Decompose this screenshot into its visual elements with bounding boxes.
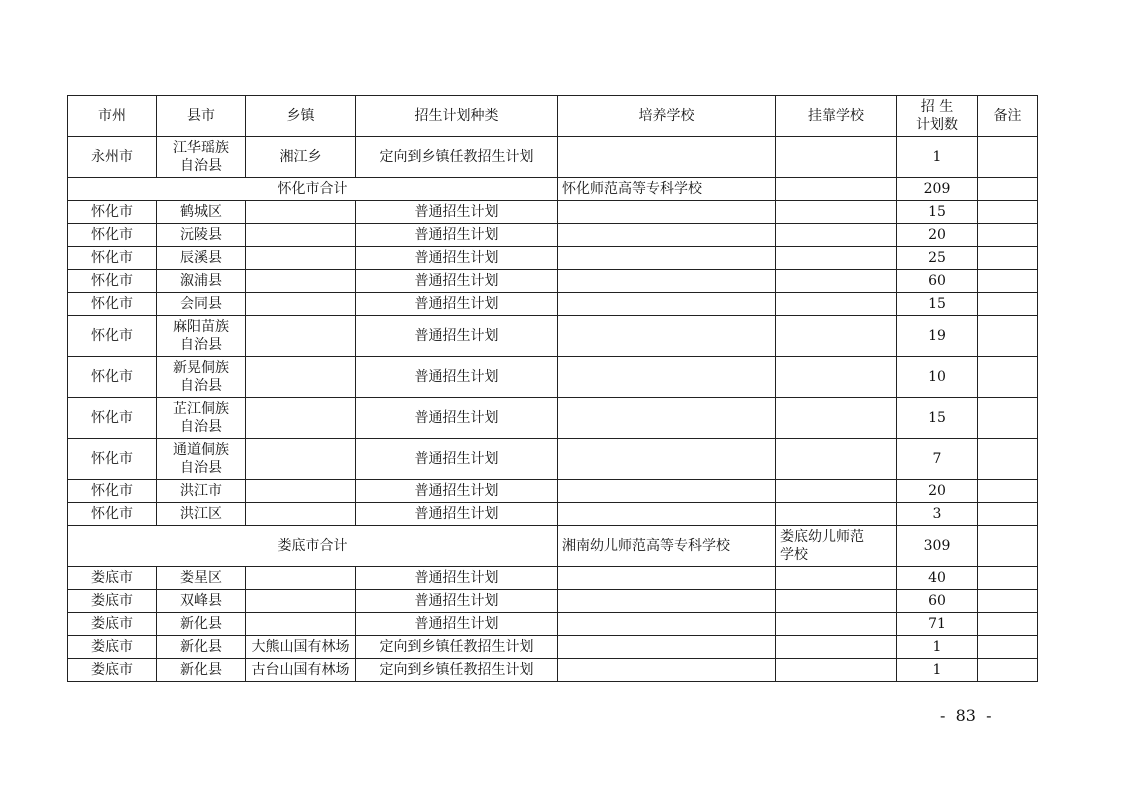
cell-plan-count: 15 (897, 398, 978, 439)
cell-affiliated-school (776, 613, 897, 636)
cell-affiliated-school (776, 398, 897, 439)
cell-note (978, 247, 1038, 270)
cell-plan-count: 40 (897, 567, 978, 590)
cell-affiliated-school (776, 503, 897, 526)
table-row (68, 503, 1038, 526)
subtotal-row (68, 526, 1038, 567)
cell-county: 娄星区 (157, 567, 246, 590)
cell-county: 会同县 (157, 293, 246, 316)
cell-plan-type: 普通招生计划 (356, 201, 558, 224)
cell-affiliated-school (776, 480, 897, 503)
cell-affiliated-school (776, 357, 897, 398)
cell-city: 永州市 (68, 137, 157, 178)
cell-town: 古台山国有林场 (246, 659, 356, 682)
cell-plan-type: 普通招生计划 (356, 247, 558, 270)
cell-plan-type: 普通招生计划 (356, 224, 558, 247)
cell-note (978, 480, 1038, 503)
cell-affiliated-school (776, 178, 897, 201)
cell-town (246, 316, 356, 357)
cell-town (246, 357, 356, 398)
cell-city: 怀化市 (68, 270, 157, 293)
cell-county: 新晃侗族 自治县 (157, 357, 246, 398)
cell-town (246, 270, 356, 293)
cell-plan-count: 25 (897, 247, 978, 270)
table-row (68, 270, 1038, 293)
cell-plan-type: 定向到乡镇任教招生计划 (356, 636, 558, 659)
cell-county: 洪江区 (157, 503, 246, 526)
table-row (68, 137, 1038, 178)
cell-county: 新化县 (157, 659, 246, 682)
cell-town (246, 613, 356, 636)
table-row (68, 357, 1038, 398)
cell-city: 怀化市 (68, 293, 157, 316)
cell-affiliated-school (776, 590, 897, 613)
cell-training-school (558, 224, 776, 247)
header-town: 乡镇 (246, 96, 356, 137)
table-row (68, 659, 1038, 682)
cell-training-school (558, 480, 776, 503)
cell-town (246, 398, 356, 439)
cell-note (978, 270, 1038, 293)
cell-note (978, 224, 1038, 247)
cell-city: 怀化市 (68, 316, 157, 357)
cell-training-school (558, 357, 776, 398)
cell-note (978, 636, 1038, 659)
cell-city: 怀化市 (68, 224, 157, 247)
cell-plan-type: 普通招生计划 (356, 398, 558, 439)
cell-plan-type: 普通招生计划 (356, 503, 558, 526)
cell-plan-count: 1 (897, 636, 978, 659)
cell-plan-count: 19 (897, 316, 978, 357)
cell-affiliated-school (776, 636, 897, 659)
cell-plan-type: 普通招生计划 (356, 567, 558, 590)
cell-city: 娄底市 (68, 636, 157, 659)
cell-plan-count: 15 (897, 201, 978, 224)
cell-training-school (558, 613, 776, 636)
cell-city: 娄底市 (68, 613, 157, 636)
cell-affiliated-school (776, 567, 897, 590)
cell-note (978, 590, 1038, 613)
cell-note (978, 316, 1038, 357)
cell-county: 通道侗族 自治县 (157, 439, 246, 480)
cell-plan-count: 1 (897, 659, 978, 682)
subtotal-row (68, 178, 1038, 201)
cell-town (246, 224, 356, 247)
header-affiliated-school: 挂靠学校 (776, 96, 897, 137)
cell-town (246, 293, 356, 316)
cell-note (978, 567, 1038, 590)
cell-plan-type: 普通招生计划 (356, 293, 558, 316)
cell-county: 新化县 (157, 636, 246, 659)
table-row (68, 439, 1038, 480)
cell-affiliated-school (776, 439, 897, 480)
cell-plan-count: 20 (897, 480, 978, 503)
cell-plan-count: 60 (897, 590, 978, 613)
cell-plan-type: 普通招生计划 (356, 480, 558, 503)
table-body (68, 137, 1038, 682)
cell-plan-type: 定向到乡镇任教招生计划 (356, 137, 558, 178)
cell-plan-count: 7 (897, 439, 978, 480)
cell-county: 溆浦县 (157, 270, 246, 293)
table-row (68, 480, 1038, 503)
cell-county: 沅陵县 (157, 224, 246, 247)
table-row (68, 636, 1038, 659)
cell-plan-count: 15 (897, 293, 978, 316)
cell-city: 娄底市 (68, 590, 157, 613)
cell-training-school (558, 503, 776, 526)
cell-note (978, 526, 1038, 567)
cell-city: 怀化市 (68, 247, 157, 270)
cell-plan-type: 普通招生计划 (356, 316, 558, 357)
cell-training-school (558, 439, 776, 480)
cell-plan-count: 20 (897, 224, 978, 247)
cell-training-school (558, 636, 776, 659)
cell-county: 江华瑶族 自治县 (157, 137, 246, 178)
cell-county: 辰溪县 (157, 247, 246, 270)
table-row (68, 567, 1038, 590)
cell-town: 大熊山国有林场 (246, 636, 356, 659)
cell-affiliated-school (776, 201, 897, 224)
cell-county: 双峰县 (157, 590, 246, 613)
cell-plan-type: 定向到乡镇任教招生计划 (356, 659, 558, 682)
cell-town (246, 503, 356, 526)
cell-training-school (558, 316, 776, 357)
cell-training-school: 湘南幼儿师范高等专科学校 (558, 526, 776, 567)
header-note: 备注 (978, 96, 1038, 137)
cell-plan-count: 3 (897, 503, 978, 526)
cell-county: 新化县 (157, 613, 246, 636)
cell-town: 湘江乡 (246, 137, 356, 178)
header-city: 市州 (68, 96, 157, 137)
cell-training-school (558, 247, 776, 270)
cell-affiliated-school (776, 270, 897, 293)
cell-town (246, 439, 356, 480)
cell-city: 怀化市 (68, 439, 157, 480)
cell-note (978, 659, 1038, 682)
cell-city: 怀化市 (68, 503, 157, 526)
cell-affiliated-school (776, 316, 897, 357)
cell-training-school (558, 201, 776, 224)
table-row (68, 247, 1038, 270)
table-row (68, 316, 1038, 357)
cell-plan-count: 309 (897, 526, 978, 567)
cell-training-school (558, 659, 776, 682)
cell-affiliated-school: 娄底幼儿师范 学校 (776, 526, 897, 567)
table-row (68, 590, 1038, 613)
table-row (68, 201, 1038, 224)
cell-plan-count: 71 (897, 613, 978, 636)
cell-training-school (558, 567, 776, 590)
cell-note (978, 439, 1038, 480)
cell-affiliated-school (776, 224, 897, 247)
header-training-school: 培养学校 (558, 96, 776, 137)
cell-town (246, 480, 356, 503)
cell-note (978, 613, 1038, 636)
cell-note (978, 503, 1038, 526)
cell-training-school: 怀化师范高等专科学校 (558, 178, 776, 201)
cell-note (978, 178, 1038, 201)
page-number: - 83 - (940, 706, 992, 725)
cell-plan-count: 10 (897, 357, 978, 398)
cell-training-school (558, 590, 776, 613)
cell-note (978, 357, 1038, 398)
cell-county: 鹤城区 (157, 201, 246, 224)
cell-training-school (558, 270, 776, 293)
cell-affiliated-school (776, 137, 897, 178)
cell-town (246, 247, 356, 270)
header-county: 县市 (157, 96, 246, 137)
enrollment-plan-table (67, 95, 1038, 682)
cell-plan-count: 209 (897, 178, 978, 201)
cell-note (978, 201, 1038, 224)
cell-note (978, 137, 1038, 178)
cell-county: 洪江市 (157, 480, 246, 503)
cell-training-school (558, 398, 776, 439)
cell-city: 怀化市 (68, 398, 157, 439)
cell-affiliated-school (776, 659, 897, 682)
header-plan-count: 招 生 计划数 (897, 96, 978, 137)
cell-note (978, 293, 1038, 316)
cell-plan-type: 普通招生计划 (356, 590, 558, 613)
cell-note (978, 398, 1038, 439)
cell-county: 芷江侗族 自治县 (157, 398, 246, 439)
cell-plan-type: 普通招生计划 (356, 270, 558, 293)
header-plan-type: 招生计划种类 (356, 96, 558, 137)
cell-county: 麻阳苗族 自治县 (157, 316, 246, 357)
cell-plan-type: 普通招生计划 (356, 357, 558, 398)
cell-plan-count: 1 (897, 137, 978, 178)
cell-training-school (558, 137, 776, 178)
subtotal-label: 怀化市合计 (68, 178, 558, 201)
cell-city: 怀化市 (68, 480, 157, 503)
table-row (68, 613, 1038, 636)
cell-affiliated-school (776, 247, 897, 270)
table-row (68, 293, 1038, 316)
cell-plan-type: 普通招生计划 (356, 613, 558, 636)
cell-town (246, 590, 356, 613)
table-row (68, 224, 1038, 247)
cell-city: 娄底市 (68, 567, 157, 590)
subtotal-label: 娄底市合计 (68, 526, 558, 567)
cell-plan-count: 60 (897, 270, 978, 293)
cell-affiliated-school (776, 293, 897, 316)
cell-city: 怀化市 (68, 357, 157, 398)
table-row (68, 398, 1038, 439)
cell-city: 怀化市 (68, 201, 157, 224)
cell-city: 娄底市 (68, 659, 157, 682)
cell-town (246, 567, 356, 590)
cell-town (246, 201, 356, 224)
cell-plan-type: 普通招生计划 (356, 439, 558, 480)
table-header-row (68, 96, 1038, 137)
cell-training-school (558, 293, 776, 316)
